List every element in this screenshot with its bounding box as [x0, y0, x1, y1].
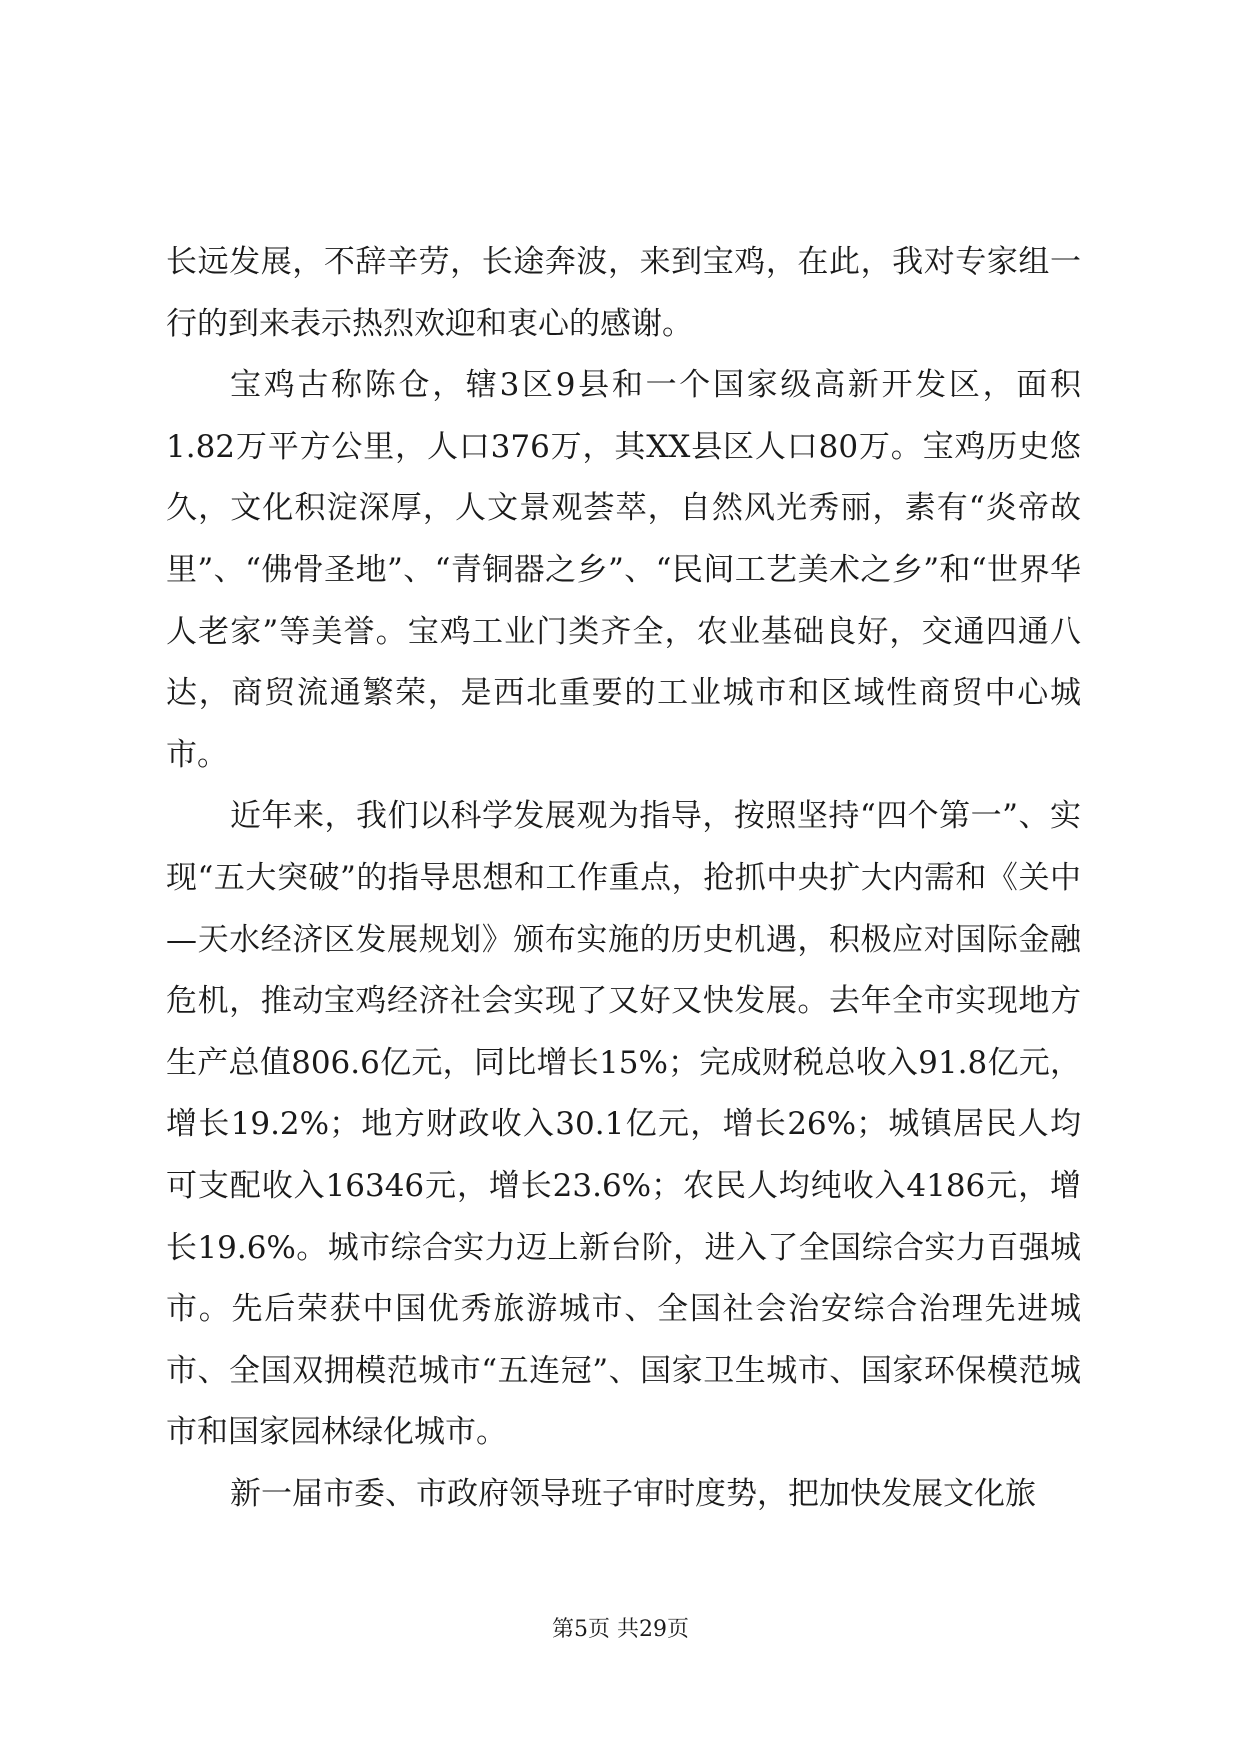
paragraph-recent-development: 近年来，我们以科学发展观为指导，按照坚持“四个第一”、实现“五大突破”的指导思想和工作重点，抢抓中央扩大内需和《关中—天水经济区发展规划》颁布实施的历史机遇，积极应对国际金融危机，推动宝鸡经济社会实现了又好又快发展。去年全市实现地方生产总值806.6亿元，同比增长15%；完成财税总收入91.8亿元，增长19.2%；地方财政收入30.1亿元，增长26%；城镇居民人均可支配收入16346元，增长23.6%；农民人均纯收入4186元，增长19.6%。城市综合实力迈上新台阶，进入了全国综合实力百强城市。先后荣获中国优秀旅游城市、全国社会治安综合治理先进城市、全国双拥模范城市“五连冠”、国家卫生城市、国家环保模范城市和国家园林绿化城市。: [166, 798, 1081, 1451]
document-body: [166, 232, 1081, 1525]
page-number-footer: 第5页 共29页: [552, 1617, 689, 1642]
paragraph-continued: 长远发展，不辞辛劳，长途奔波，来到宝鸡，在此，我对专家组一行的到来表示热烈欢迎和衷心的感谢。: [166, 244, 1081, 342]
paragraph-new-leadership: 新一届市委、市政府领导班子审时度势，把加快发展文化旅: [230, 1475, 1036, 1512]
paragraph-baoji-overview: 宝鸡古称陈仓，辖3区9县和一个国家级高新开发区，面积1.82万平方公里，人口376万，其XX县区人口80万。宝鸡历史悠久，文化积淀深厚，人文景观荟萃，自然风光秀丽，素有“炎帝故里”、“佛骨圣地”、“青铜器之乡”、“民间工艺美术之乡”和“世界华人老家”等美誉。宝鸡工业门类齐全，农业基础良好，交通四通八达，商贸流通繁荣，是西北重要的工业城市和区域性商贸中心城市。: [166, 367, 1081, 773]
